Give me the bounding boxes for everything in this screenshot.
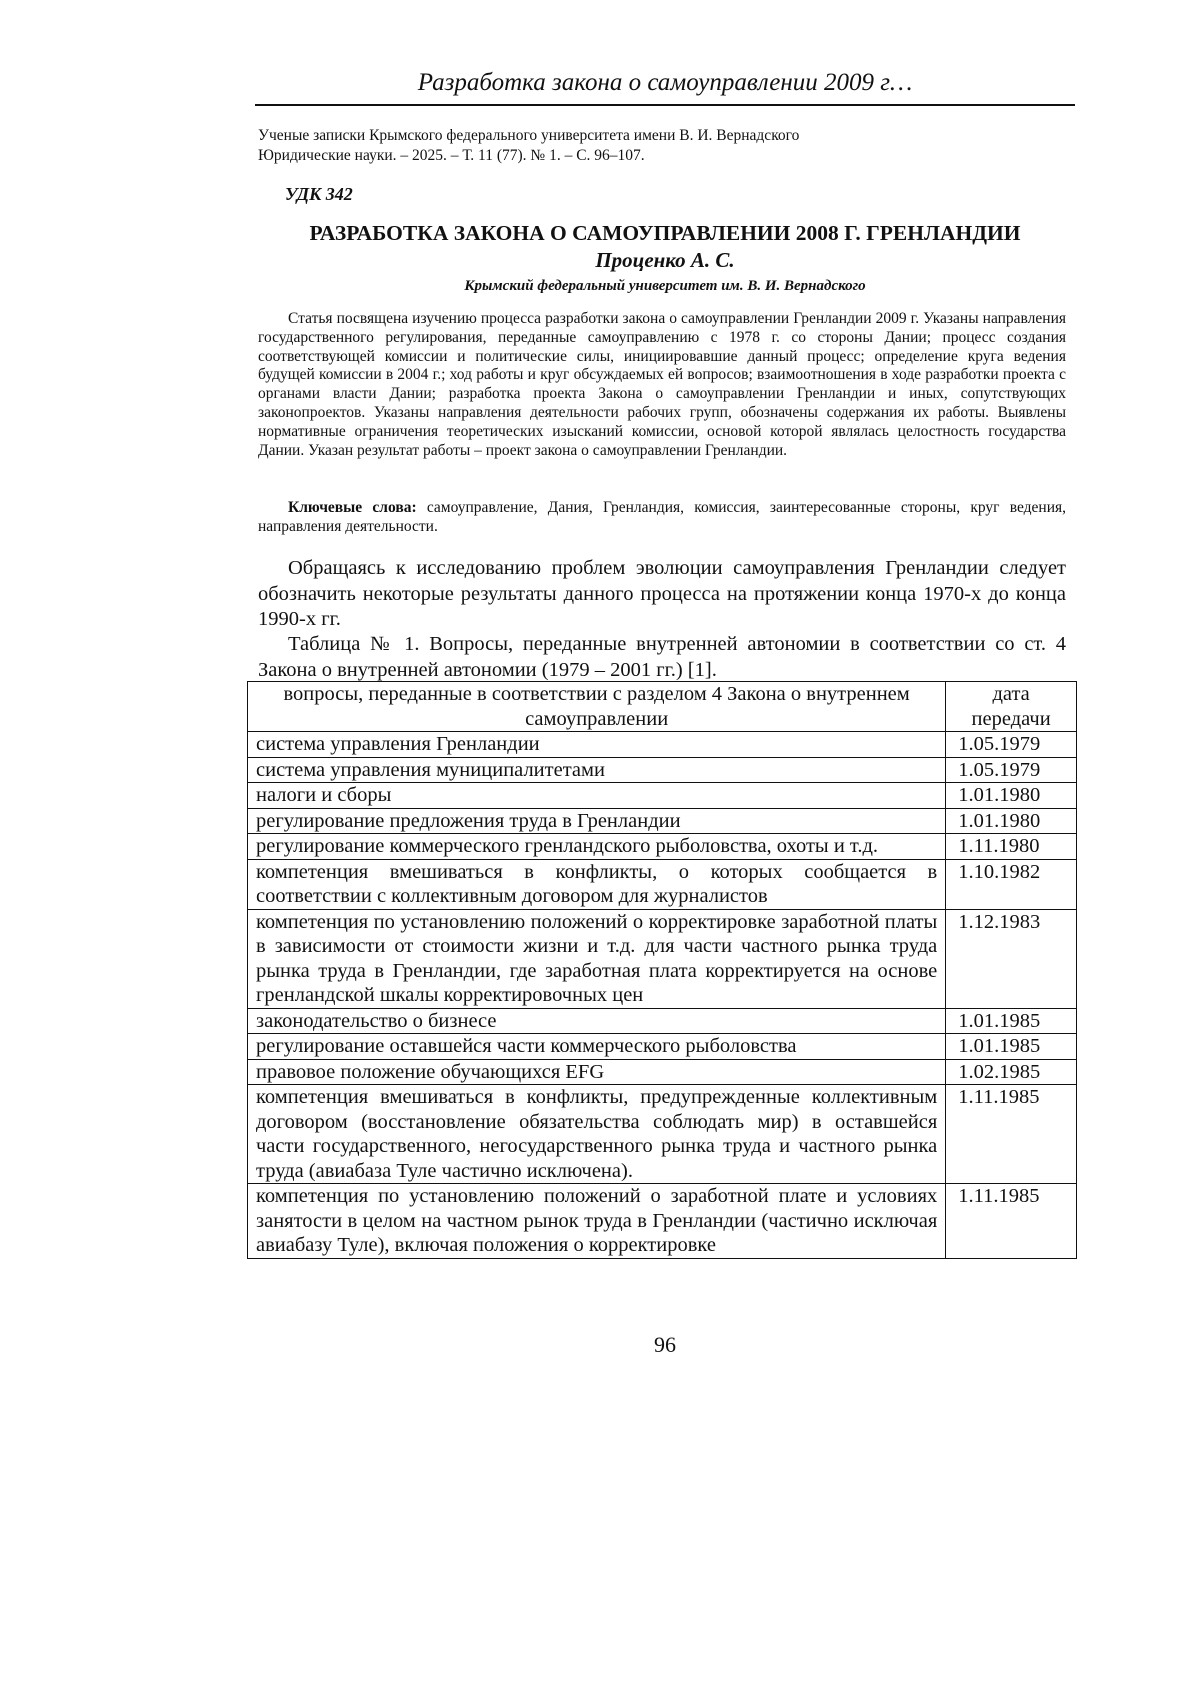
running-header: Разработка закона о самоуправлении 2009 г…	[255, 68, 1075, 98]
keywords-label: Ключевые слова:	[288, 499, 417, 516]
table-row	[248, 1034, 1077, 1060]
journal-line-2: Юридические науки. – 2025. – Т. 11 (77). № 1. – С. 96–107.	[258, 146, 1078, 166]
journal-citation	[258, 126, 1078, 166]
table-header-row	[248, 682, 1077, 732]
table-cell-issue: система управления муниципалитетами	[248, 757, 946, 783]
transferred-issues-table	[247, 681, 1077, 1259]
table-cell-issue: компетенция по установлению положений о корректировке заработной платы в зависимости от стоимости жизни и т.д. для части частного рынка труда рынка труда в Гренландии, где заработная плата корректируется на основе гренландской шкалы корректировочных цен	[248, 909, 946, 1008]
udk-code: УДК 342	[285, 184, 353, 205]
table-cell-date: 1.01.1985	[946, 1034, 1077, 1060]
column-header-date: дата передачи	[946, 682, 1077, 732]
table-cell-issue: регулирование предложения труда в Гренландии	[248, 808, 946, 834]
table-cell-date: 1.11.1980	[946, 834, 1077, 860]
table-cell-issue: компетенция вмешиваться в конфликты, о которых сообщается в соответствии с коллективным договором для журналистов	[248, 859, 946, 909]
table-row	[248, 1085, 1077, 1184]
table-row	[248, 909, 1077, 1008]
table-cell-date: 1.01.1980	[946, 783, 1077, 809]
table-cell-date: 1.05.1979	[946, 732, 1077, 758]
keywords-text: самоуправление, Дания, Гренландия, комиссия, заинтересованные стороны, круг ведения, направления деятельности.	[258, 499, 1066, 535]
table-row	[248, 859, 1077, 909]
table-cell-date: 1.02.1985	[946, 1059, 1077, 1085]
column-header-issue: вопросы, переданные в соответствии с разделом 4 Закона о внутреннем самоуправлении	[248, 682, 946, 732]
body-paragraph-1: Обращаясь к исследованию проблем эволюции самоуправления Гренландии следует обозначить некоторые результаты данного процесса на протяжении конца 1970-х до конца 1990-х гг.	[258, 556, 1066, 633]
abstract: Статья посвящена изучению процесса разработки закона о самоуправлении Гренландии 2009 г. Указаны направления государственного регулирования, переданные самоуправлению с 1978 г. со стороны Дании; процесс создания соответствующей комиссии и политические силы, инициировавшие данный процесс; определение круга ведения будущей комиссии в 2004 г.; ход работы и круг обсуждаемых ей вопросов; взаимоотношения в ходе разработки проекта с органами власти Дании; разработка проекта Закона о самоуправлении Гренландии и иных, сопутствующих законопроектов. Указаны направления деятельности рабочих групп, обозначены содержания их работы. Выявлены нормативные ограничения теоретических изысканий комиссии, основой которой являлась целостность государства Дании. Указан результат работы – проект закона о самоуправлении Гренландии.	[258, 310, 1066, 460]
page-number: 96	[255, 1332, 1075, 1358]
table-cell-issue: законодательство о бизнесе	[248, 1008, 946, 1034]
keywords	[258, 498, 1066, 536]
header-rule	[255, 104, 1075, 106]
table-row	[248, 1184, 1077, 1259]
table-row	[248, 1059, 1077, 1085]
author-affiliation: Крымский федеральный университет им. В. И. Вернадского	[255, 276, 1075, 296]
table-cell-issue: компетенция по установлению положений о заработной плате и условиях занятости в целом на частном рынок труда в Гренландии (частично исключая авиабазу Туле), включая положения о корректировке	[248, 1184, 946, 1259]
table-row	[248, 757, 1077, 783]
table-cell-issue: регулирование коммерческого гренландского рыболовства, охоты и т.д.	[248, 834, 946, 860]
table-cell-date: 1.12.1983	[946, 909, 1077, 1008]
table-caption: Таблица № 1. Вопросы, переданные внутренней автономии в соответствии со ст. 4 Закона о внутренней автономии (1979 – 2001 гг.) [1].	[258, 632, 1066, 683]
table-cell-date: 1.05.1979	[946, 757, 1077, 783]
table-row	[248, 834, 1077, 860]
table-cell-issue: система управления Гренландии	[248, 732, 946, 758]
journal-line-1: Ученые записки Крымского федерального университета имени В. И. Вернадского	[258, 126, 1078, 146]
table-body	[248, 732, 1077, 1259]
article-author: Проценко А. С.	[255, 247, 1075, 273]
table-cell-date: 1.11.1985	[946, 1184, 1077, 1259]
table-cell-issue: правовое положение обучающихся EFG	[248, 1059, 946, 1085]
table-row	[248, 808, 1077, 834]
table-row	[248, 1008, 1077, 1034]
table-cell-issue: регулирование оставшейся части коммерческого рыболовства	[248, 1034, 946, 1060]
table-cell-date: 1.11.1985	[946, 1085, 1077, 1184]
table-cell-date: 1.10.1982	[946, 859, 1077, 909]
table-cell-date: 1.01.1980	[946, 808, 1077, 834]
article-title: РАЗРАБОТКА ЗАКОНА О САМОУПРАВЛЕНИИ 2008 Г. ГРЕНЛАНДИИ	[255, 220, 1075, 246]
table-cell-issue: компетенция вмешиваться в конфликты, предупрежденные коллективным договором (восстановление обязательства соблюдать мир) в оставшейся части государственного, негосударственного рынка труда и частного рынка труда (авиабаза Туле частично исключена).	[248, 1085, 946, 1184]
table-row	[248, 783, 1077, 809]
table-cell-date: 1.01.1985	[946, 1008, 1077, 1034]
table-row	[248, 732, 1077, 758]
article-page	[0, 0, 1200, 1697]
table-cell-issue: налоги и сборы	[248, 783, 946, 809]
